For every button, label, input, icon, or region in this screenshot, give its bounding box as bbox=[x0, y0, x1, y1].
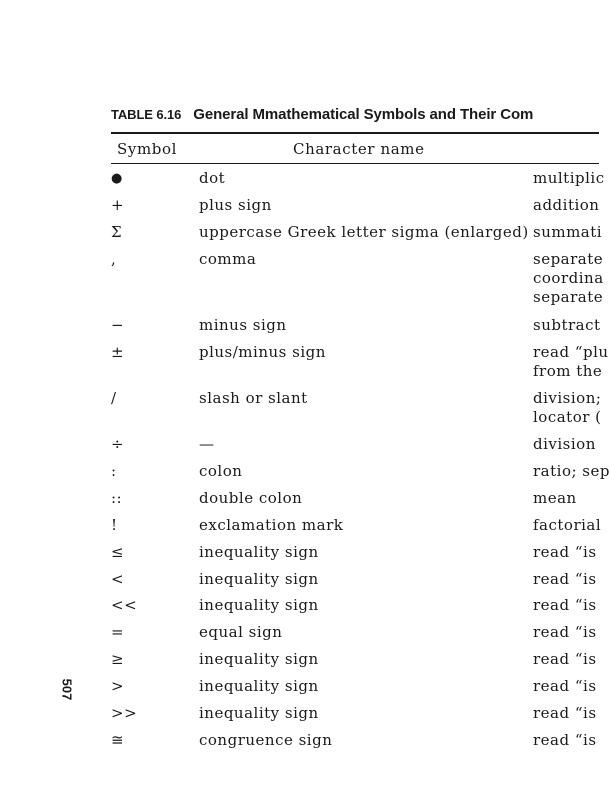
symbol-cell: >> bbox=[111, 704, 138, 722]
usage-line: addition bbox=[533, 196, 600, 214]
usage-cell bbox=[533, 543, 597, 562]
table-top-rule bbox=[111, 132, 599, 134]
symbol-cell: Σ bbox=[111, 223, 123, 241]
symbol-cell: − bbox=[111, 316, 125, 334]
symbol-cell: : bbox=[111, 462, 117, 480]
usage-line: factorial bbox=[533, 516, 602, 534]
character-name-cell: double colon bbox=[199, 489, 303, 507]
usage-cell bbox=[533, 623, 597, 642]
usage-line: read “is bbox=[533, 623, 597, 641]
character-name-cell: slash or slant bbox=[199, 389, 308, 407]
table-label: TABLE 6.16 bbox=[111, 107, 182, 122]
character-name-cell: inequality sign bbox=[199, 570, 319, 588]
usage-line: read “is bbox=[533, 704, 597, 722]
character-name-cell: inequality sign bbox=[199, 596, 319, 614]
usage-cell bbox=[533, 650, 597, 669]
character-name-cell: dot bbox=[199, 169, 226, 187]
usage-line: read “is bbox=[533, 650, 597, 668]
usage-line: read “plu bbox=[533, 343, 609, 361]
usage-cell bbox=[533, 677, 597, 696]
character-name-cell: plus/minus sign bbox=[199, 343, 326, 361]
usage-line: multiplic bbox=[533, 169, 605, 187]
table-caption bbox=[111, 106, 533, 123]
usage-line: division; bbox=[533, 389, 602, 407]
symbol-cell: ≅ bbox=[111, 731, 125, 749]
usage-cell bbox=[533, 343, 609, 381]
usage-cell bbox=[533, 169, 605, 188]
usage-line: division bbox=[533, 435, 596, 453]
table-title: General Mmathematical Symbols and Their Com bbox=[193, 106, 534, 123]
symbol-cell: = bbox=[111, 623, 125, 641]
usage-line: read “is bbox=[533, 596, 597, 614]
symbol-cell: ● bbox=[111, 171, 123, 186]
usage-cell bbox=[533, 489, 577, 508]
usage-line: locator ( bbox=[533, 408, 602, 426]
symbol-cell: ≤ bbox=[111, 543, 125, 561]
usage-line: read “is bbox=[533, 677, 597, 695]
usage-cell bbox=[533, 731, 597, 750]
symbol-cell: ÷ bbox=[111, 435, 125, 453]
usage-cell bbox=[533, 435, 596, 454]
character-name-cell: inequality sign bbox=[199, 704, 319, 722]
usage-cell bbox=[533, 704, 597, 723]
usage-cell bbox=[533, 462, 610, 481]
usage-line: read “is bbox=[533, 731, 597, 749]
column-header-character-name: Character name bbox=[293, 140, 425, 158]
usage-line: coordina bbox=[533, 269, 604, 287]
usage-cell bbox=[533, 196, 599, 215]
usage-cell bbox=[533, 570, 597, 589]
symbol-cell: ! bbox=[111, 516, 118, 534]
usage-cell bbox=[533, 223, 602, 242]
character-name-cell: equal sign bbox=[199, 623, 283, 641]
header-bottom-rule bbox=[111, 163, 599, 164]
symbol-cell: < bbox=[111, 570, 125, 588]
page-number: 507 bbox=[59, 678, 75, 701]
symbol-cell: << bbox=[111, 596, 138, 614]
symbol-cell: ± bbox=[111, 343, 125, 361]
usage-cell bbox=[533, 389, 602, 427]
symbol-cell: , bbox=[111, 250, 117, 268]
symbol-cell: :: bbox=[111, 489, 123, 507]
character-name-cell: congruence sign bbox=[199, 731, 333, 749]
usage-line: mean bbox=[533, 489, 577, 507]
usage-line: read “is bbox=[533, 543, 597, 561]
usage-cell bbox=[533, 250, 604, 307]
character-name-cell: uppercase Greek letter sigma (enlarged) bbox=[199, 223, 529, 241]
character-name-cell: inequality sign bbox=[199, 650, 319, 668]
usage-line: from the bbox=[533, 362, 603, 380]
usage-cell bbox=[533, 596, 597, 615]
usage-line: subtract bbox=[533, 316, 601, 334]
usage-line: separate bbox=[533, 250, 604, 268]
usage-line: read “is bbox=[533, 570, 597, 588]
usage-cell bbox=[533, 316, 601, 335]
usage-line: ratio; sep bbox=[533, 462, 610, 480]
character-name-cell: — bbox=[199, 435, 215, 453]
character-name-cell: plus sign bbox=[199, 196, 272, 214]
character-name-cell: colon bbox=[199, 462, 243, 480]
symbol-cell: > bbox=[111, 677, 125, 695]
usage-line: summati bbox=[533, 223, 603, 241]
character-name-cell: inequality sign bbox=[199, 677, 319, 695]
character-name-cell: inequality sign bbox=[199, 543, 319, 561]
usage-line: separate bbox=[533, 288, 604, 306]
symbol-cell: + bbox=[111, 196, 125, 214]
symbol-cell: / bbox=[111, 389, 117, 407]
symbol-cell: ≥ bbox=[111, 650, 125, 668]
column-header-symbol: Symbol bbox=[117, 140, 178, 158]
character-name-cell: minus sign bbox=[199, 316, 287, 334]
character-name-cell: exclamation mark bbox=[199, 516, 344, 534]
usage-cell bbox=[533, 516, 601, 535]
character-name-cell: comma bbox=[199, 250, 257, 268]
